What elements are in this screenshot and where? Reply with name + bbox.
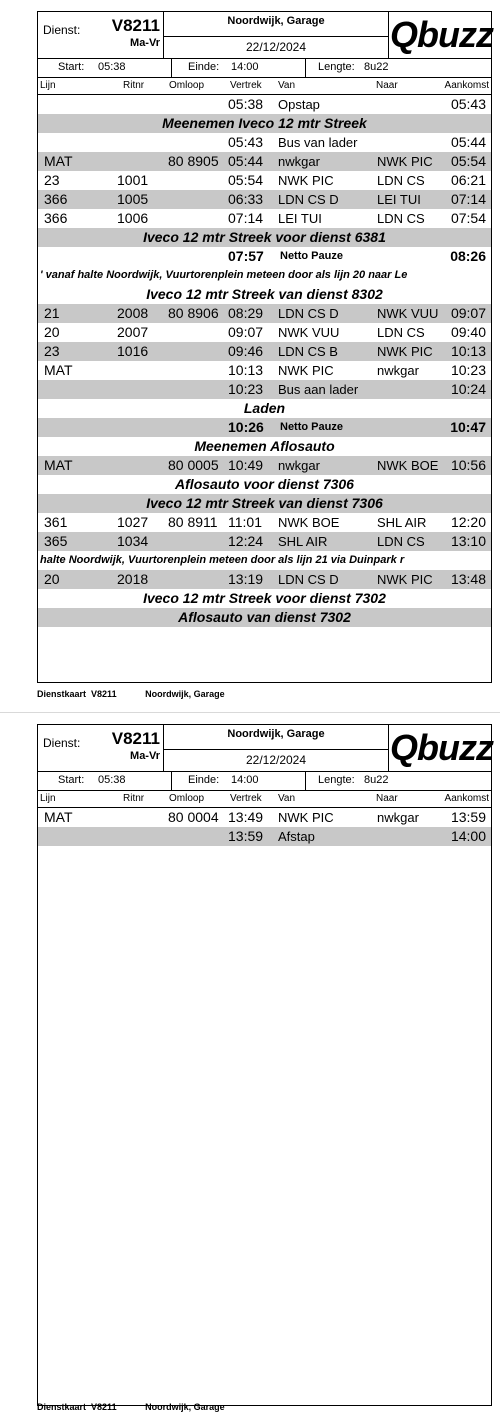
cell-vertrek: 05:38 [228, 96, 264, 112]
cell-vertrek: 05:54 [228, 172, 264, 188]
cell-lijn: 361 [44, 514, 68, 530]
section-heading: Iveco 12 mtr Streek van dienst 7306 [38, 494, 491, 513]
dienst-label: Dienst: [43, 23, 81, 37]
footer-label: Dienstkaart [37, 1402, 87, 1412]
cell-ritnr: 1006 [117, 210, 149, 226]
cell-van: LDN CS D [278, 572, 339, 587]
cell-lijn: 23 [44, 172, 60, 188]
cell-naar: LDN CS [377, 325, 425, 340]
table-row [38, 827, 491, 846]
section-heading: Meenemen Aflosauto [194, 438, 335, 454]
cell-lijn: MAT [44, 153, 73, 169]
cell-vertrek: 10:23 [228, 381, 264, 397]
col-van: Van [278, 793, 296, 804]
garage-location: Noordwijk, Garage [227, 728, 325, 740]
section-heading: Meenemen Iveco 12 mtr Streek [38, 114, 491, 133]
divider [171, 59, 172, 77]
table-row [38, 304, 491, 323]
col-ritnr: Ritnr [123, 80, 145, 91]
cell-vertrek: 10:13 [228, 362, 264, 378]
cell-aankomst: 06:21 [450, 172, 486, 188]
col-van: Van [278, 80, 296, 91]
table-row [38, 342, 491, 361]
footer-location: Noordwijk, Garage [145, 1402, 225, 1412]
cell-lijn: 21 [44, 305, 60, 321]
table-row [38, 456, 491, 475]
cell-aankomst: 09:40 [450, 324, 486, 340]
cell-naar: LDN CS [377, 173, 425, 188]
cell-ritnr: 1001 [117, 172, 149, 188]
cell-lijn: MAT [44, 362, 73, 378]
table-row [38, 513, 491, 532]
schedule-rows [38, 95, 491, 627]
cell-lijn: 366 [44, 210, 68, 226]
service-date: 22/12/2024 [164, 36, 388, 58]
schedule-rows [38, 808, 491, 846]
cell-vertrek: 05:43 [228, 134, 264, 150]
cell-ritnr: 2007 [117, 324, 149, 340]
cell-lijn: 20 [44, 324, 60, 340]
cell-naar: NWK BOE [377, 458, 439, 473]
cell-ritnr: 2018 [117, 571, 149, 587]
cell-van: nwkgar [278, 458, 320, 473]
cell-ritnr: 2008 [117, 305, 149, 321]
cell-van: NWK BOE [278, 515, 340, 530]
pause-end: 10:47 [450, 419, 486, 435]
dienst-number: V8211 [111, 16, 160, 35]
cell-naar: nwkgar [377, 363, 419, 378]
cell-van: LDN CS B [278, 344, 338, 359]
table-row [38, 361, 491, 380]
col-omloop: Omloop [169, 80, 205, 91]
cell-van: SHL AIR [278, 534, 328, 549]
table-row [38, 171, 491, 190]
cell-lijn: 23 [44, 343, 60, 359]
section-heading: Aflosauto van dienst 7302 [38, 608, 491, 627]
pause-row [38, 247, 491, 266]
cell-naar: SHL AIR [377, 515, 427, 530]
section-heading: Iveco 12 mtr Streek voor dienst 7302 [143, 590, 386, 606]
col-lijn: Lijn [40, 793, 56, 804]
dienst-cell [38, 725, 164, 771]
cell-van: Afstap [278, 829, 315, 844]
cell-aankomst: 10:23 [450, 362, 486, 378]
cell-vertrek: 12:24 [228, 533, 264, 549]
dienst-days: Ma-Vr [130, 37, 160, 49]
dienstkaart-frame [37, 11, 492, 683]
cell-aankomst: 05:44 [450, 134, 486, 150]
table-row [38, 152, 491, 171]
times-row [38, 772, 491, 791]
col-naar: Naar [376, 80, 398, 91]
cell-ritnr: 1016 [117, 343, 149, 359]
table-row [38, 532, 491, 551]
col-vertrek: Vertrek [230, 80, 262, 91]
section-heading: Iveco 12 mtr Streek voor dienst 6381 [38, 228, 491, 247]
cell-omloop: 80 8911 [168, 514, 218, 530]
cell-van: Bus aan lader [278, 382, 359, 397]
column-header [38, 791, 491, 808]
location-date-cell [164, 12, 389, 58]
end-time: 14:00 [231, 61, 259, 73]
table-row [38, 380, 491, 399]
cell-aankomst: 10:56 [450, 457, 486, 473]
cell-lijn: 365 [44, 533, 68, 549]
section-heading: Iveco 12 mtr Streek van dienst 8302 [146, 286, 383, 302]
cell-aankomst: 07:54 [450, 210, 486, 226]
cell-omloop: 80 0004 [168, 809, 219, 825]
length-label: Lengte: [318, 61, 355, 73]
start-time: 05:38 [98, 61, 126, 73]
pause-label: Netto Pauze [280, 250, 343, 262]
pause-end: 08:26 [450, 248, 486, 264]
pause-label: Netto Pauze [280, 421, 343, 433]
page-footer [37, 689, 225, 699]
footer-location: Noordwijk, Garage [145, 689, 225, 699]
cell-naar: NWK PIC [377, 344, 433, 359]
col-aankomst: Aankomst [444, 80, 489, 91]
cell-vertrek: 05:44 [228, 153, 264, 169]
start-label: Start: [58, 61, 85, 73]
times-row [38, 59, 491, 78]
cell-aankomst: 10:13 [450, 343, 486, 359]
cell-lijn: 366 [44, 191, 68, 207]
cell-vertrek: 08:29 [228, 305, 264, 321]
cell-omloop: 80 0005 [168, 457, 219, 473]
cell-vertrek: 09:46 [228, 343, 264, 359]
cell-aankomst: 05:54 [450, 153, 486, 169]
table-row [38, 209, 491, 228]
footer-dienst: V8211 [91, 1402, 117, 1412]
cell-van: NWK PIC [278, 173, 334, 188]
cell-vertrek: 07:14 [228, 210, 264, 226]
cell-van: NWK PIC [278, 363, 334, 378]
cell-aankomst: 05:43 [450, 96, 486, 112]
cell-omloop: 80 8905 [168, 153, 219, 169]
cell-van: Bus van lader [278, 135, 358, 150]
cell-omloop: 80 8906 [168, 305, 219, 321]
cell-lijn: 20 [44, 571, 60, 587]
start-time: 05:38 [98, 774, 126, 786]
pause-start: 10:26 [228, 419, 264, 435]
cell-lijn: MAT [44, 457, 73, 473]
cell-van: Opstap [278, 97, 320, 112]
cell-aankomst: 14:00 [450, 828, 486, 844]
qbuzz-logo: Qbuzz [390, 14, 493, 55]
cell-ritnr: 1027 [117, 514, 149, 530]
pause-row [38, 418, 491, 437]
cell-aankomst: 13:59 [450, 809, 486, 825]
length-value: 8u22 [364, 61, 389, 73]
cell-vertrek: 13:59 [228, 828, 264, 844]
col-aankomst: Aankomst [444, 793, 489, 804]
table-row [38, 190, 491, 209]
dienst-number: V8211 [111, 729, 160, 748]
col-lijn: Lijn [40, 80, 56, 91]
end-label: Einde: [188, 774, 220, 786]
dienst-label: Dienst: [43, 736, 81, 750]
page-footer [37, 1402, 225, 1412]
cell-van: NWK VUU [278, 325, 340, 340]
cell-ritnr: 1034 [117, 533, 149, 549]
service-date: 22/12/2024 [164, 749, 388, 771]
cell-van: LDN CS D [278, 192, 339, 207]
section-heading: Laden [243, 400, 286, 416]
cell-van: nwkgar [278, 154, 320, 169]
cell-van: LDN CS D [278, 306, 339, 321]
col-omloop: Omloop [169, 793, 205, 804]
end-time: 14:00 [231, 774, 259, 786]
cell-aankomst: 12:20 [450, 514, 486, 530]
footer-label: Dienstkaart [37, 689, 87, 699]
pause-start: 07:57 [228, 248, 264, 264]
dienst-days: Ma-Vr [130, 750, 160, 762]
route-note [38, 266, 491, 285]
length-value: 8u22 [364, 774, 389, 786]
col-vertrek: Vertrek [230, 793, 262, 804]
cell-naar: NWK VUU [377, 306, 439, 321]
divider [171, 772, 172, 790]
cell-vertrek: 10:49 [228, 457, 264, 473]
col-naar: Naar [376, 793, 398, 804]
dienst-cell [38, 12, 164, 58]
dienstkaart-frame [37, 724, 492, 1406]
header [38, 12, 491, 59]
cell-naar: LEI TUI [377, 192, 421, 207]
length-label: Lengte: [318, 774, 355, 786]
col-ritnr: Ritnr [123, 793, 145, 804]
end-label: Einde: [188, 61, 220, 73]
dienstkaart-page-2 [0, 713, 500, 1426]
divider [305, 59, 306, 77]
cell-vertrek: 11:01 [228, 514, 262, 530]
cell-naar: NWK PIC [377, 572, 433, 587]
cell-vertrek: 13:49 [228, 809, 264, 825]
table-row [38, 95, 491, 114]
cell-aankomst: 13:10 [450, 533, 486, 549]
cell-van: LEI TUI [278, 211, 322, 226]
table-row [38, 808, 491, 827]
footer-dienst: V8211 [91, 689, 117, 699]
cell-lijn: MAT [44, 809, 73, 825]
location-date-cell [164, 725, 389, 771]
divider [305, 772, 306, 790]
section-heading: Aflosauto voor dienst 7306 [175, 476, 354, 492]
cell-naar: LDN CS [377, 211, 425, 226]
cell-aankomst: 13:48 [450, 571, 486, 587]
cell-aankomst: 10:24 [450, 381, 486, 397]
table-row [38, 133, 491, 152]
cell-vertrek: 13:19 [228, 571, 264, 587]
cell-ritnr: 1005 [117, 191, 149, 207]
route-note-text: halte Noordwijk, Vuurtorenplein meteen door als lijn 21 via Duinpark r [40, 554, 405, 566]
cell-aankomst: 09:07 [450, 305, 486, 321]
route-note [38, 551, 491, 570]
cell-vertrek: 06:33 [228, 191, 264, 207]
cell-vertrek: 09:07 [228, 324, 264, 340]
table-row [38, 323, 491, 342]
cell-naar: LDN CS [377, 534, 425, 549]
table-row [38, 570, 491, 589]
qbuzz-logo: Qbuzz [390, 727, 493, 768]
cell-naar: nwkgar [377, 810, 419, 825]
garage-location: Noordwijk, Garage [227, 15, 325, 27]
cell-naar: NWK PIC [377, 154, 433, 169]
header [38, 725, 491, 772]
start-label: Start: [58, 774, 85, 786]
cell-aankomst: 07:14 [450, 191, 486, 207]
column-header [38, 78, 491, 95]
cell-van: NWK PIC [278, 810, 334, 825]
route-note-text: ' vanaf halte Noordwijk, Vuurtorenplein meteen door als lijn 20 naar Le [40, 269, 408, 281]
